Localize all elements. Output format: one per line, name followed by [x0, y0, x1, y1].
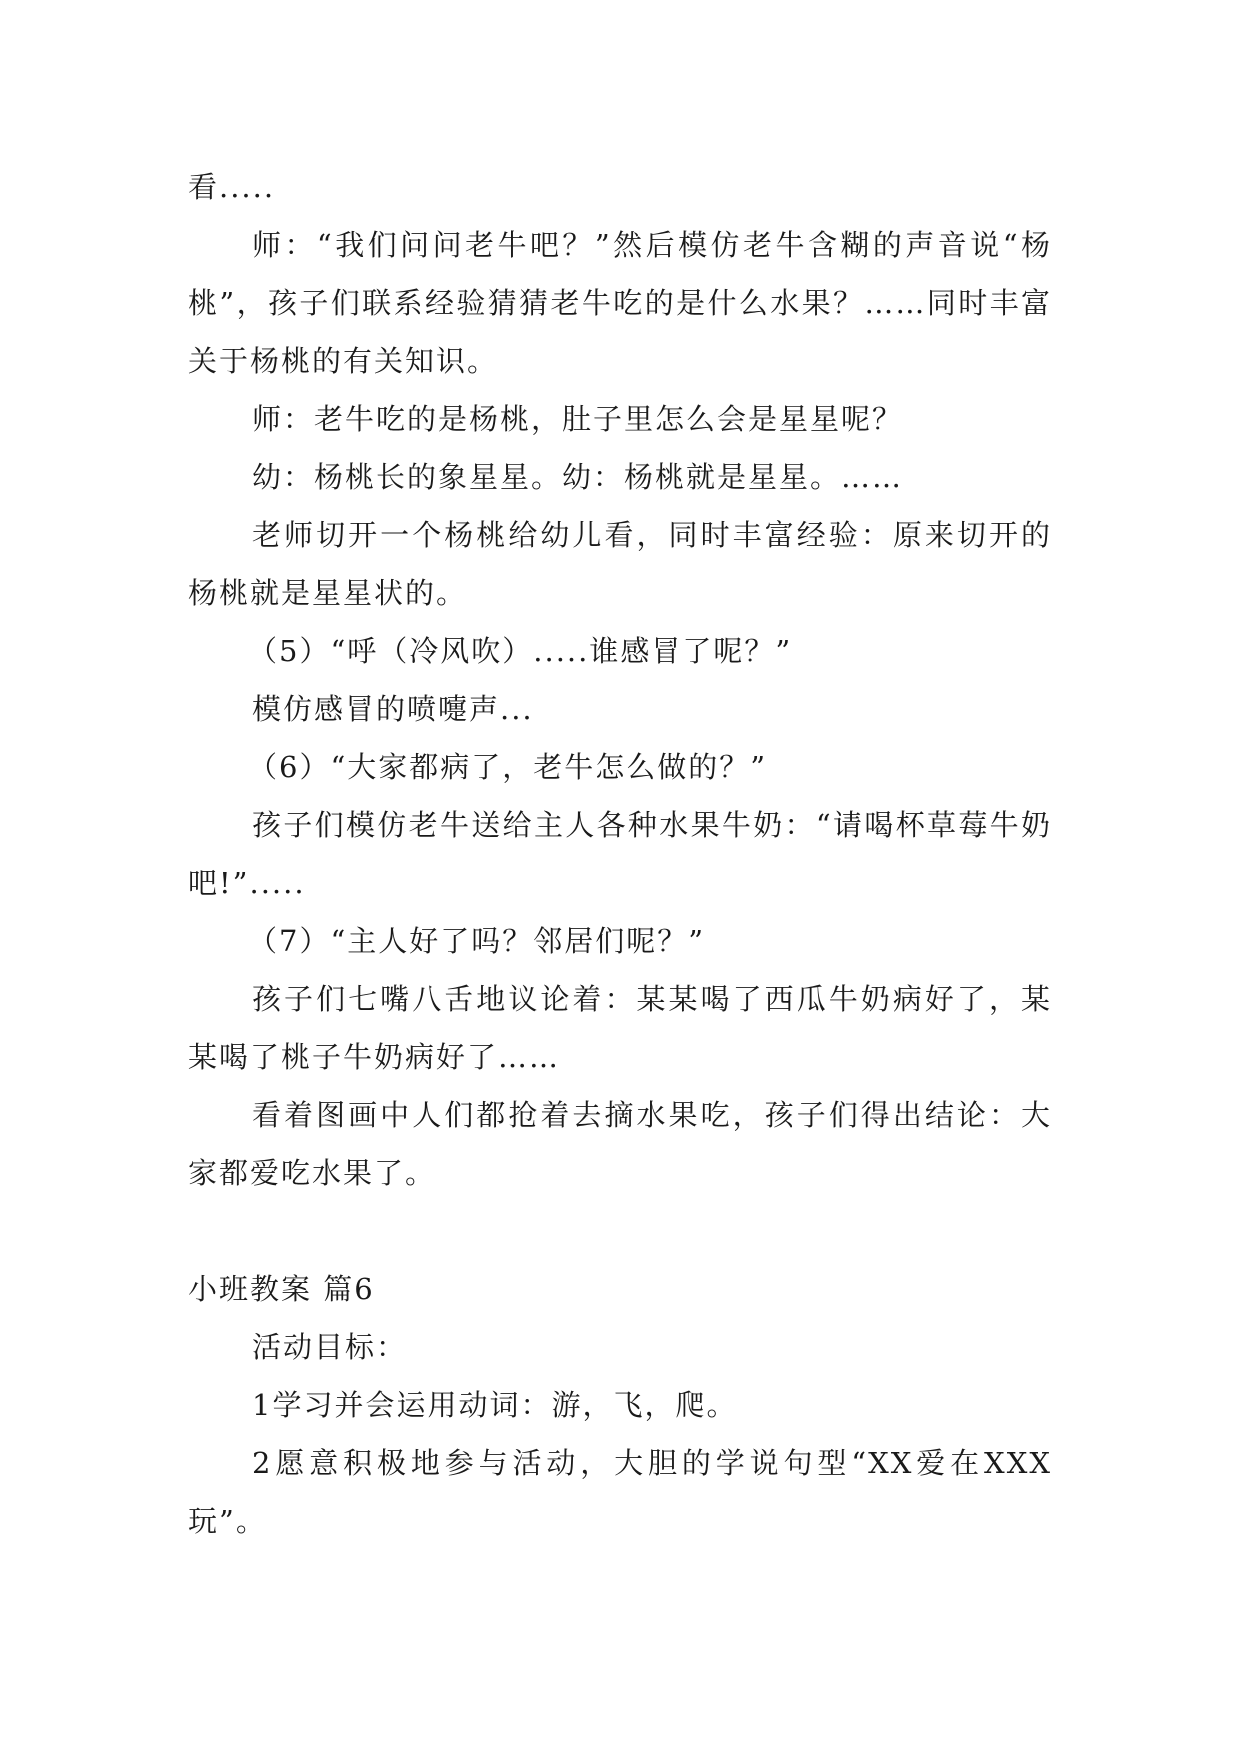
paragraph-goal-1: 1学习并会运用动词：游，飞，爬。 — [252, 1388, 738, 1422]
paragraph-cut-carambola: 老师切开一个杨桃给幼儿看，同时丰富经验：原来切开的杨桃就是星星状的。 — [188, 518, 1052, 610]
paragraph-goal-2: 2愿意积极地参与活动，大胆的学说句型“XX爱在XXX玩”。 — [188, 1446, 1052, 1538]
paragraph-sneeze: 模仿感冒的喷嚏声... — [252, 692, 534, 726]
section-heading: 小班教案 篇6 — [188, 1272, 375, 1306]
paragraph-step-7: （7）“主人好了吗？邻居们呢？” — [248, 924, 706, 958]
paragraph-milk-gift: 孩子们模仿老牛送给主人各种水果牛奶：“请喝杯草莓牛奶吧!”..... — [188, 808, 1052, 900]
paragraph-activity-goals: 活动目标： — [252, 1330, 408, 1364]
paragraph-child-answers: 幼：杨桃长的象星星。幼：杨桃就是星星。…… — [252, 460, 904, 494]
paragraph-step-5: （5）“呼（冷风吹）.....谁感冒了呢？” — [248, 634, 793, 668]
paragraph-continuation: 看..... — [188, 170, 276, 204]
paragraph-discussion: 孩子们七嘴八舌地议论着：某某喝了西瓜牛奶病好了，某某喝了桃子牛奶病好了…… — [188, 982, 1052, 1074]
paragraph-teacher-question: 师：老牛吃的是杨桃，肚子里怎么会是星星呢？ — [252, 402, 904, 436]
paragraph-teacher-ask-ox: 师：“我们问问老牛吧？”然后模仿老牛含糊的声音说“杨桃”，孩子们联系经验猜猜老牛吃的是什么水果？……同时丰富关于杨桃的有关知识。 — [188, 228, 1052, 378]
paragraph-conclusion: 看着图画中人们都抢着去摘水果吃，孩子们得出结论：大家都爱吃水果了。 — [188, 1098, 1052, 1190]
document-body — [188, 158, 1052, 1550]
paragraph-step-6: （6）“大家都病了，老牛怎么做的？” — [248, 750, 768, 784]
